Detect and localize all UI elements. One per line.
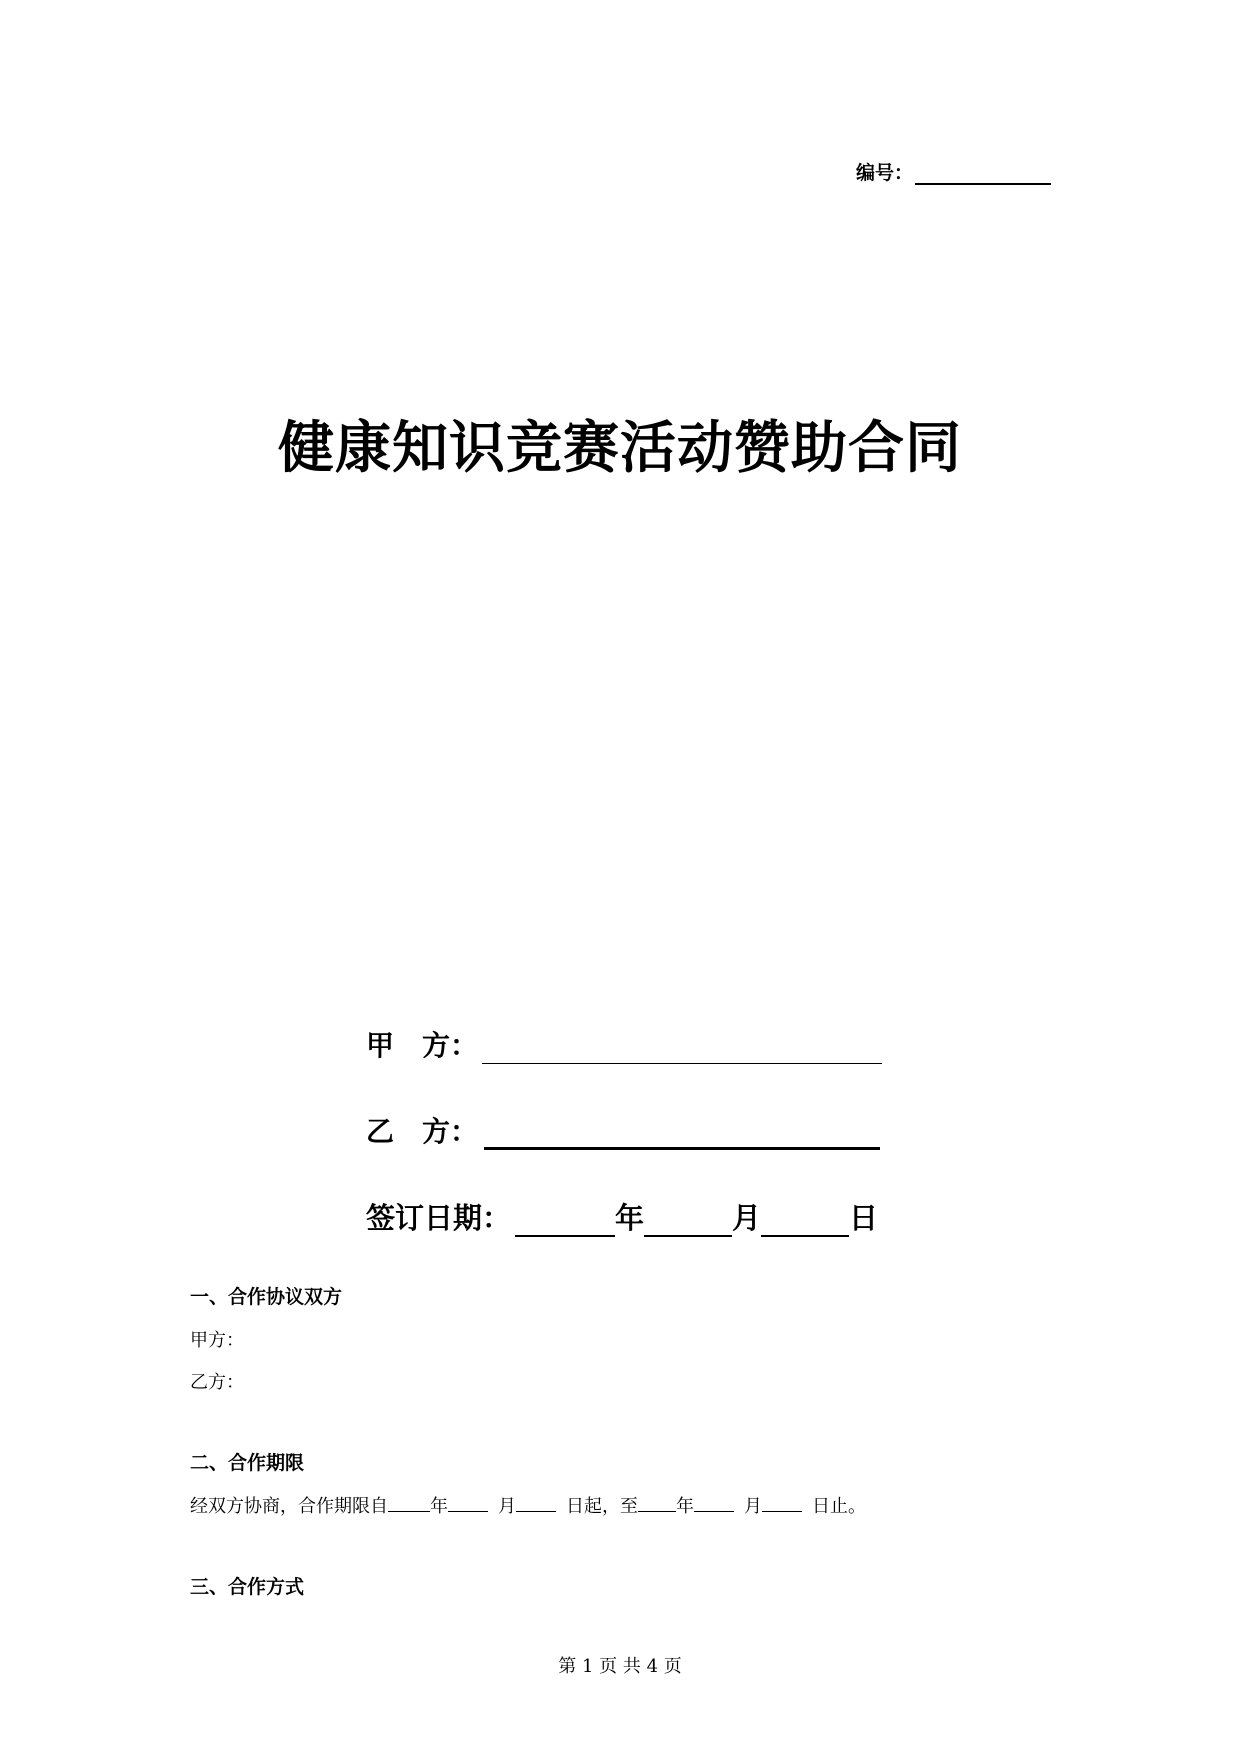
party-a-blank[interactable] [482, 1033, 882, 1064]
contract-number [856, 158, 1051, 185]
section-2-text [190, 1492, 866, 1518]
section-1-heading: 一、合作协议双方 [190, 1286, 343, 1308]
term-end-year-blank[interactable] [638, 1493, 676, 1512]
term-text-start: 经双方协商，合作期限自 [190, 1496, 388, 1517]
document-title: 健康知识竞赛活动赞助合同 [278, 415, 962, 481]
party-a-label: 甲 方： [366, 1029, 479, 1062]
sign-day-label: 日 [849, 1201, 879, 1235]
term-start-year-blank[interactable] [388, 1493, 430, 1512]
sign-date-line [366, 1196, 878, 1237]
term-end-month-blank[interactable] [694, 1493, 734, 1512]
section-2-heading: 二、合作期限 [190, 1452, 305, 1474]
sign-day-blank[interactable] [761, 1205, 849, 1237]
sign-month-blank[interactable] [644, 1205, 732, 1237]
sign-year-label: 年 [615, 1201, 645, 1235]
sign-date-label: 签订日期： [366, 1201, 512, 1235]
term-end-day-blank[interactable] [762, 1493, 802, 1512]
term-end-year-label: 年 [676, 1496, 694, 1517]
sign-month-label: 月 [732, 1201, 762, 1235]
term-start-month-label: 月 [498, 1496, 516, 1517]
section-1-party-a: 甲方： [190, 1330, 244, 1351]
party-b-label: 乙 方： [366, 1115, 479, 1148]
term-start-month-blank[interactable] [448, 1493, 488, 1512]
party-b-line [366, 1110, 880, 1150]
page-footer: 第 1 页 共 4 页 [558, 1656, 682, 1677]
section-1-party-b: 乙方： [190, 1372, 244, 1393]
term-start-day-label: 日起，至 [566, 1496, 638, 1517]
term-start-day-blank[interactable] [516, 1493, 556, 1512]
term-end-month-label: 月 [744, 1496, 762, 1517]
party-b-blank[interactable] [484, 1117, 880, 1150]
term-end-day-label: 日止。 [812, 1496, 866, 1517]
term-start-year-label: 年 [430, 1496, 448, 1517]
section-3-heading: 三、合作方式 [190, 1576, 305, 1598]
contract-number-label: 编号： [856, 162, 914, 184]
contract-number-blank[interactable] [915, 163, 1051, 185]
sign-year-blank[interactable] [515, 1205, 615, 1237]
party-a-line [366, 1024, 882, 1064]
